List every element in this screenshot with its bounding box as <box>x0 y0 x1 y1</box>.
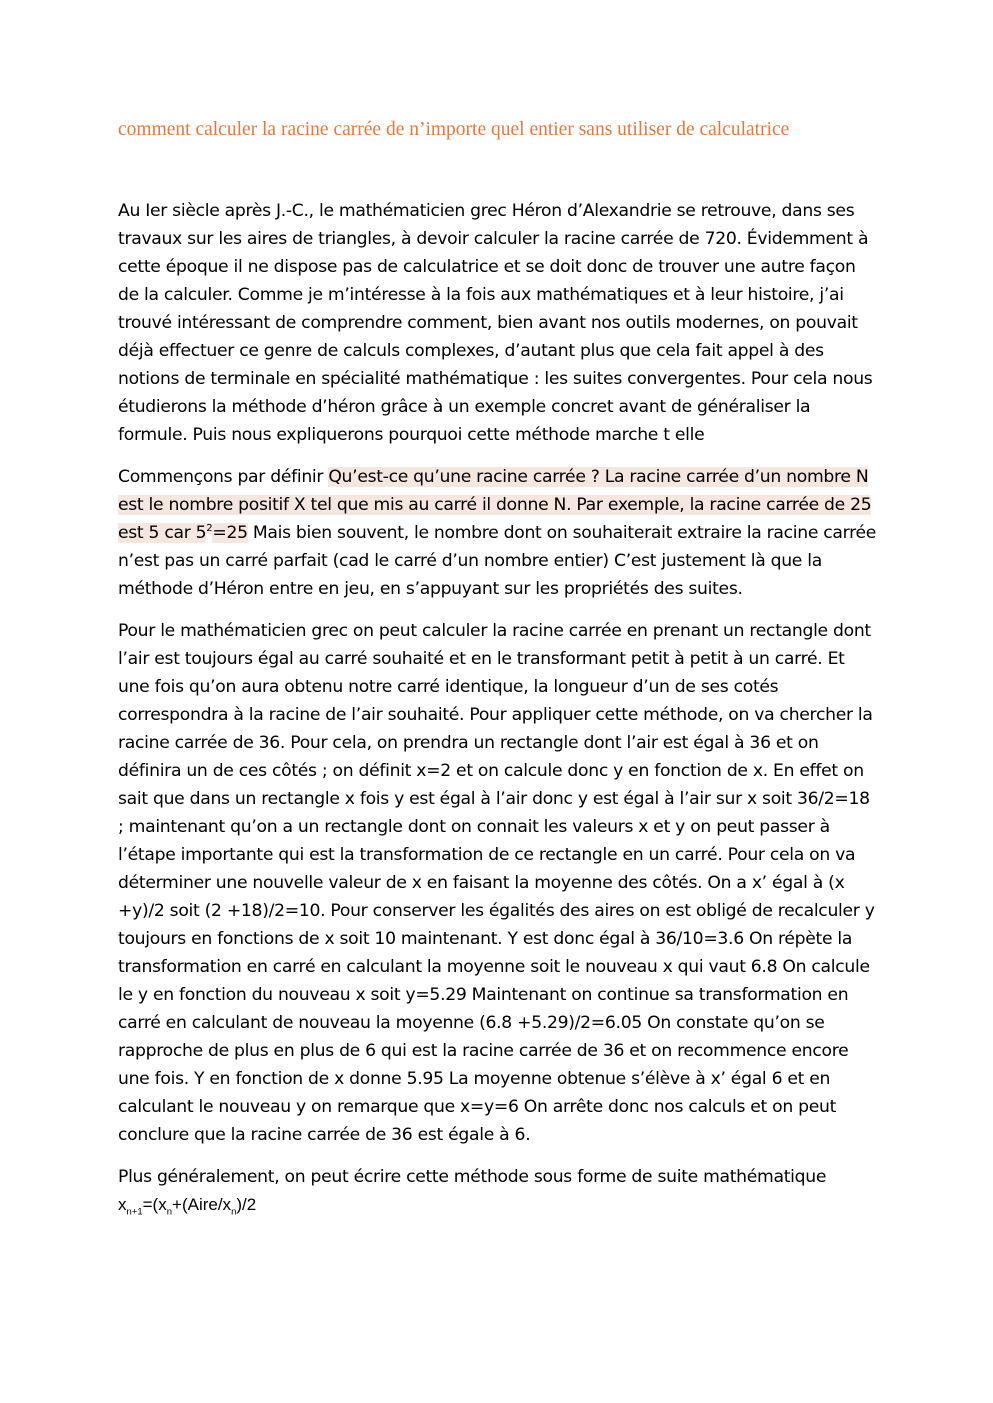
paragraph-definition <box>118 463 880 603</box>
paragraph-example: Pour le mathématicien grec on peut calculer la racine carrée en prenant un rectangle dont l’air est toujours égal au carré souhaité et en le transformant petit à petit à un carré. Et une fois qu’on aura obtenu notre carré identique, la longueur d’un de ses cotés correspondra à la racine de l’air souhaité. Pour appliquer cette méthode, on va chercher la racine carrée de 36. Pour cela, on prendra un rectangle dont l’air est égal à 36 et on définira un de ces côtés ; on définit x=2 et on calcule donc y en fonction de x. En effet on sait que dans un rectangle x fois y est égal à l’air donc y est égal à l’air sur x soit 36/2=18 ; maintenant qu’on a un rectangle dont on connait les valeurs x et y on peut passer à l’étape importante qui est la transformation de ce rectangle en un carré. Pour cela on va déterminer une nouvelle valeur de x en faisant la moyenne des côtés. On a x’ égal à (x +y)/2 soit (2 +18)/2=10. Pour conserver les égalités des aires on est obligé de recalculer y toujours en fonctions de x soit 10 maintenant. Y est donc égal à 36/10=3.6 On répète la transformation en carré en calculant la moyenne soit le nouveau x qui vaut 6.8 On calcule le y en fonction du nouveau x soit y=5.29 Maintenant on continue sa transformation en carré en calculant de nouveau la moyenne (6.8 +5.29)/2=6.05 On constate qu’on se rapproche de plus en plus de 6 qui est la racine carrée de 36 et on recommence encore une fois. Y en fonction de x donne 5.95 La moyenne obtenue s’élève à x’ égal 6 et en calculant le nouveau y on remarque que x=y=6 On arrête donc nos calculs et on peut conclure que la racine carrée de 36 est égale à 6. <box>118 621 875 1145</box>
formula-sub-n-2: n <box>231 1206 237 1218</box>
generalization-text: Plus généralement, on peut écrire cette méthode sous forme de suite mathématique <box>118 1167 827 1187</box>
definition-lead-text: Commençons par définir <box>118 467 329 487</box>
paragraph-intro: Au Ier siècle après J.-C., le mathématicien grec Héron d’Alexandrie se retrouve, dans ses travaux sur les aires de triangles, à devoir calculer la racine carrée de 720. Évidemment à cette époque il ne dispose pas de calculatrice et se doit donc de trouver une autre façon de la calculer. Comme je m’intéresse à la fois aux mathématiques et à leur histoire, j’ai trouvé intéressant de comprendre comment, bien avant nos outils modernes, on pouvait déjà effectuer ce genre de calculs complexes, d’autant plus que cela fait appel à des notions de terminale en spécialité mathématique : les suites convergentes. Pour cela nous étudierons la méthode d’héron grâce à un exemple concret avant de généraliser la formule. Puis nous expliquerons pourquoi cette méthode marche t elle <box>118 201 873 445</box>
heron-formula <box>118 1195 257 1218</box>
exponent-superscript: 2 <box>206 523 213 535</box>
definition-rest-text: Mais bien souvent, le nombre dont on souhaiterait extraire la racine carrée n’est pas un carré parfait (cad le carré d’un nombre entier) C’est justement là que la méthode d’Héron entre en jeu, en s’appuyant sur les propriétés des suites. <box>118 523 877 599</box>
highlighted-definition-end: =25 <box>212 523 248 543</box>
formula-sub-n-plus-1: n+1 <box>126 1206 143 1218</box>
paragraph-generalization <box>118 1163 880 1219</box>
formula-equals-x: =(x <box>142 1195 167 1214</box>
formula-x: x <box>118 1195 127 1214</box>
document-title: comment calculer la racine carrée de n’importe quel entier sans utiliser de calculatrice <box>118 119 790 140</box>
document-body <box>118 197 880 1219</box>
highlighted-definition: Qu’est-ce qu’une racine carrée ? La racine carrée d’un nombre N est le nombre positif X tel que mis au carré il donne N. Par exemple, la racine carrée de 25 est 5 car 5 <box>118 467 872 543</box>
formula-divide-two: )/2 <box>236 1195 257 1214</box>
formula-sub-n: n <box>166 1206 173 1218</box>
formula-plus-aire: +(Aire/x <box>172 1195 232 1214</box>
